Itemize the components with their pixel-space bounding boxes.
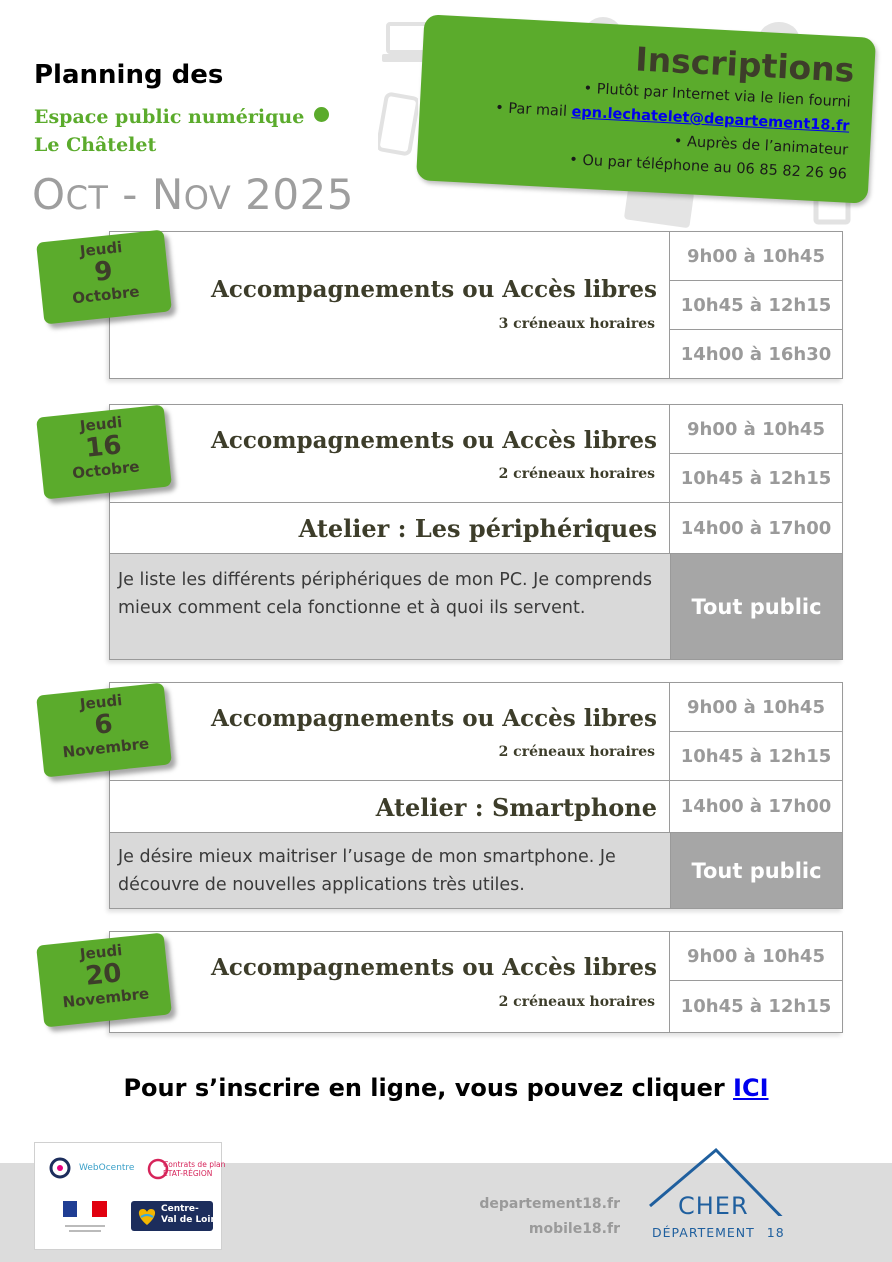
workshop-time <box>670 781 842 832</box>
slots-label: 2 créneaux horaires <box>498 994 655 1010</box>
date-tag: Jeudi 16 Octobre <box>36 405 172 500</box>
region-logo: Centre- Val de Loire <box>131 1201 213 1231</box>
time-slots <box>670 405 842 502</box>
insc-mail: • Par mail epn.lechatelet@departement18.fr <box>494 100 850 135</box>
slots-label: 3 créneaux horaires <box>498 316 655 332</box>
activity-cell <box>110 932 670 1032</box>
time-slot: 14h00 à 17h00 <box>680 517 832 539</box>
time-slot: 9h00 à 10h45 <box>687 418 825 440</box>
tablet-icon <box>378 92 418 160</box>
workshop-cell <box>110 503 670 553</box>
place-name <box>34 106 329 128</box>
cher-dept-number: 18 <box>766 1225 785 1240</box>
republique-logo <box>63 1201 107 1235</box>
session-block <box>109 404 843 660</box>
session-block <box>109 682 843 909</box>
audience-badge: Tout public <box>670 554 842 659</box>
activity-cell <box>110 405 670 502</box>
page-title: Planning des <box>34 60 224 90</box>
activity-title: Accompagnements ou Accès libres <box>211 276 657 303</box>
footer-link-departement[interactable]: departement18.fr <box>479 1196 620 1212</box>
webocentre-logo: WebOcentre <box>49 1157 129 1185</box>
workshop-title: Atelier : Les périphériques <box>298 514 657 543</box>
time-slot: 9h00 à 10h45 <box>687 245 825 267</box>
activity-title: Accompagnements ou Accès libres <box>211 427 657 454</box>
slots-label: 2 créneaux horaires <box>498 744 655 760</box>
insc-phone: • Ou par téléphone au 06 85 82 26 96 <box>568 152 848 183</box>
cher-logo: CHER DÉPARTEMENT 18 <box>646 1146 802 1242</box>
time-slots <box>670 683 842 780</box>
time-slot: 9h00 à 10h45 <box>687 696 825 718</box>
time-slots <box>670 932 842 1032</box>
date-tag: Jeudi 9 Octobre <box>36 230 172 325</box>
time-slot: 10h45 à 12h15 <box>670 980 842 1032</box>
session-block <box>109 931 843 1033</box>
footer-link-mobile[interactable]: mobile18.fr <box>528 1221 620 1237</box>
inscriptions-box <box>416 14 876 203</box>
insc-animateur: • Auprès de l’animateur <box>673 133 849 159</box>
time-slot: 14h00 à 17h00 <box>680 796 832 817</box>
activity-title: Accompagnements ou Accès libres <box>211 705 657 732</box>
time-slot: 10h45 à 12h15 <box>670 280 842 329</box>
time-slot: 10h45 à 12h15 <box>670 453 842 502</box>
activity-cell <box>110 683 670 780</box>
audience-badge: Tout public <box>670 833 842 908</box>
time-slot: 9h00 à 10h45 <box>687 945 825 967</box>
signup-link[interactable]: ICI <box>733 1074 769 1102</box>
place-line1: Espace public numérique <box>34 106 305 128</box>
time-slot: 14h00 à 16h30 <box>670 329 842 378</box>
cher-dept-label: DÉPARTEMENT <box>652 1225 755 1240</box>
insc-internet: • Plutôt par Internet via le lien fourni <box>583 80 852 111</box>
period-title: OCT - NOV 2025 <box>32 170 354 219</box>
workshop-title: Atelier : Smartphone <box>375 793 657 822</box>
activity-title: Accompagnements ou Accès libres <box>211 954 657 981</box>
place-location: Le Châtelet <box>34 134 157 156</box>
date-tag: Jeudi 6 Novembre <box>36 683 172 778</box>
slots-label: 2 créneaux horaires <box>498 466 655 482</box>
green-dot-icon <box>314 107 329 122</box>
time-slot: 10h45 à 12h15 <box>670 731 842 780</box>
workshop-description: Je désire mieux maitriser l’usage de mon smartphone. Je découvre de nouvelles applications très utiles. <box>118 847 616 895</box>
time-slots <box>670 232 842 378</box>
signup-line: Pour s’inscrire en ligne, vous pouvez cliquer ICI <box>123 1074 769 1102</box>
workshop-description: Je liste les différents périphériques de mon PC. Je comprends mieux comment cela fonctionne et à quoi ils servent. <box>118 570 653 618</box>
inscriptions-title: Inscriptions <box>634 39 856 90</box>
partner-logos <box>34 1142 226 1250</box>
activity-cell <box>110 232 670 378</box>
workshop-time <box>670 503 842 553</box>
contrats-plan-logo: Contrats de plan ÉTAT-RÉGION <box>147 1157 217 1187</box>
date-tag: Jeudi 20 Novembre <box>36 933 172 1028</box>
email-link[interactable]: epn.lechatelet@departement18.fr <box>571 104 850 135</box>
workshop-cell <box>110 781 670 832</box>
session-block <box>109 231 843 379</box>
